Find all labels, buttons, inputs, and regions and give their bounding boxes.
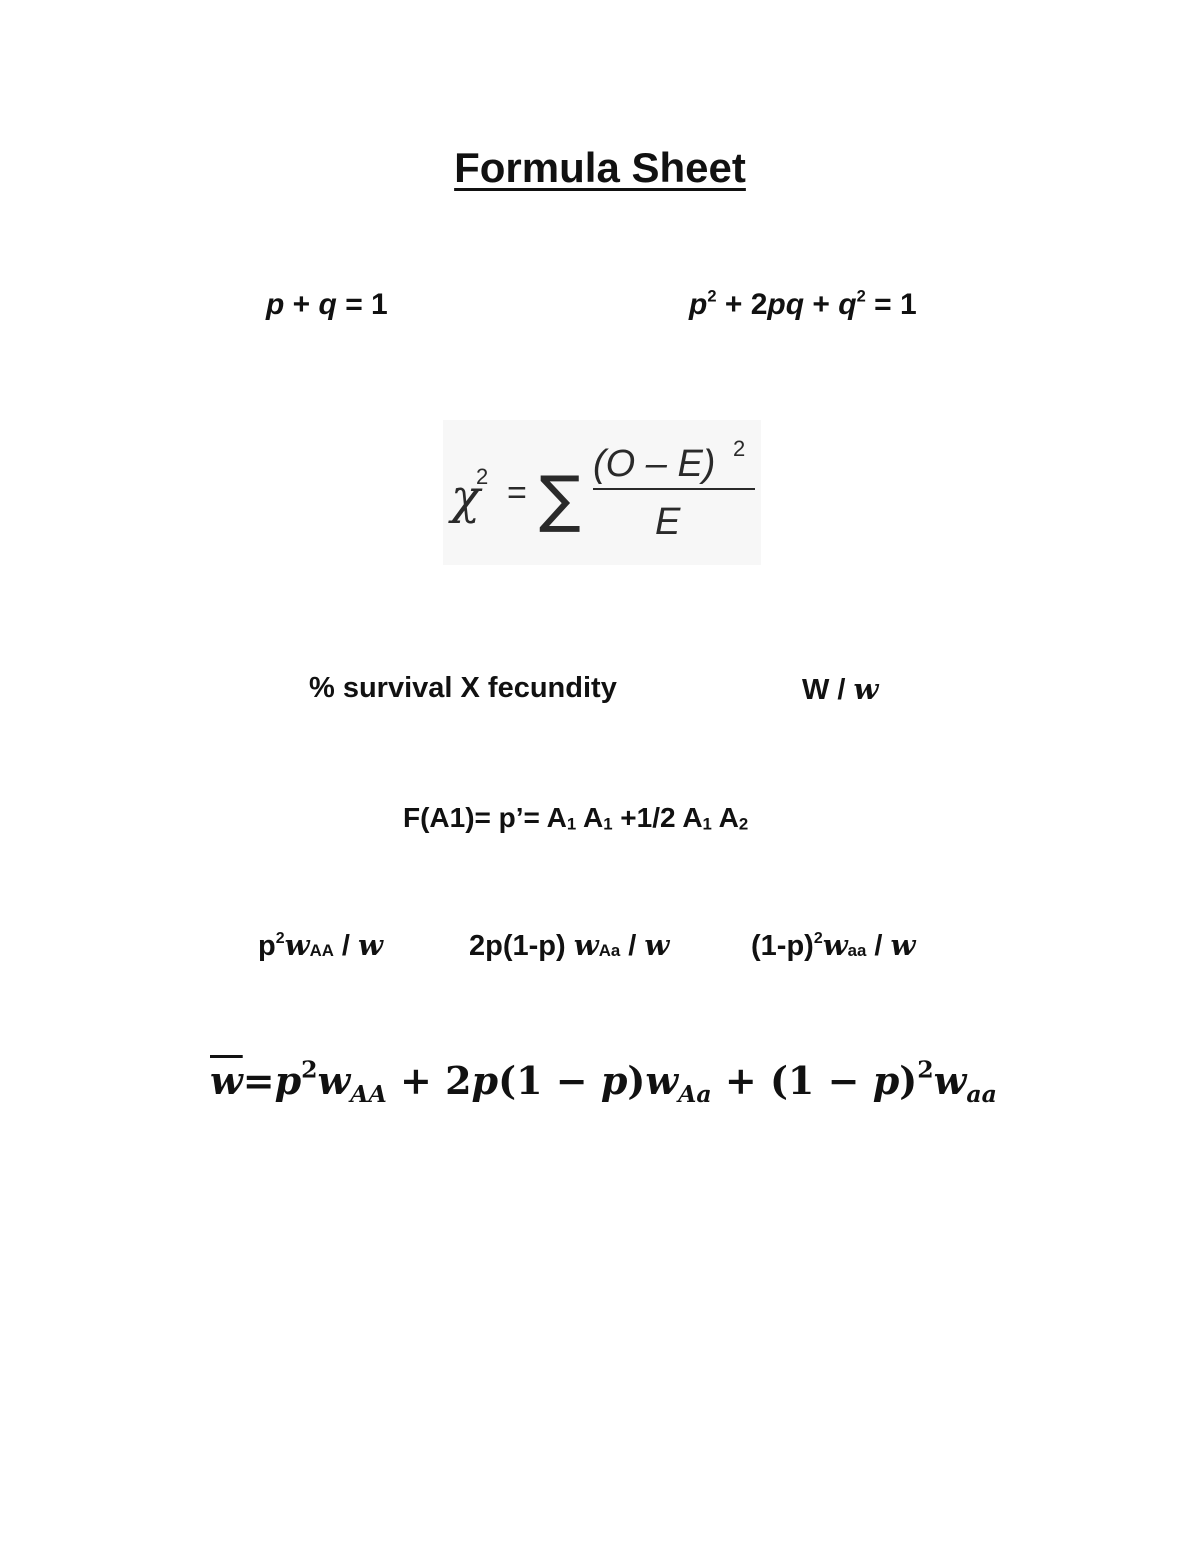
equals-sign: = <box>242 1058 275 1103</box>
relative-fitness <box>802 672 879 707</box>
fitness-symbol: w <box>284 928 310 962</box>
divide-sign: / <box>333 930 359 962</box>
close-paren: ) <box>627 1058 646 1103</box>
subscript: 2 <box>738 814 749 834</box>
chi-exponent: 2 <box>476 464 489 489</box>
genotype-term-heterozygous <box>469 928 669 963</box>
exponent: 2 <box>275 930 285 948</box>
plus-sign: + <box>804 288 839 321</box>
exponent: 2 <box>917 1055 934 1084</box>
fitness-symbol: w <box>822 928 848 962</box>
q-variable: q <box>318 288 337 321</box>
genotype-subscript: Aa <box>678 1080 712 1109</box>
genotype-term-recessive-homozygous <box>751 928 916 963</box>
divide-sign: / <box>620 930 645 962</box>
term-prefix: p <box>258 930 276 962</box>
term-prefix: 2p(1-p) <box>469 930 574 962</box>
summation-icon: ∑ <box>539 462 581 535</box>
plus-sign: + <box>284 288 319 321</box>
mean-fitness-symbol: w <box>644 928 670 962</box>
exponent: 2 <box>301 1055 318 1084</box>
mean-fitness-equation <box>210 1055 997 1109</box>
divide-sign: / <box>866 930 891 962</box>
absolute-fitness: W / <box>802 674 854 706</box>
chi-square-graphic <box>443 420 761 565</box>
subscript: 1 <box>702 814 712 834</box>
page-title: Formula Sheet <box>454 144 746 191</box>
plus-two: + 2 <box>716 288 768 321</box>
fitness-symbol: w <box>645 1058 679 1103</box>
fitness-symbol: w <box>573 928 599 962</box>
fitness-text: % survival X fecundity <box>309 672 617 704</box>
allele-frequency-equation <box>403 802 748 834</box>
allele-sum-equation <box>266 288 388 322</box>
genotype-subscript: Aa <box>598 940 621 960</box>
q-variable: q <box>838 288 857 321</box>
numerator-exponent: 2 <box>733 436 746 461</box>
genotype-subscript: AA <box>309 940 334 960</box>
plus-two: + 2 <box>386 1058 472 1103</box>
exponent: 2 <box>813 930 823 948</box>
plus-open-paren-term: + (1 − <box>711 1058 873 1103</box>
mean-fitness-symbol: w <box>853 672 879 706</box>
half-term: +1/2 A <box>612 802 703 833</box>
exponent: 2 <box>707 287 717 306</box>
fitness-symbol: w <box>317 1058 351 1103</box>
equals-one: = 1 <box>336 288 388 321</box>
mean-fitness-symbol: w <box>890 928 916 962</box>
open-paren-term: (1 − <box>498 1058 601 1103</box>
hardy-weinberg-equation <box>689 288 917 322</box>
numerator: (O – E) <box>593 443 716 485</box>
p-variable: p <box>266 288 285 321</box>
genotype-subscript: aa <box>847 940 867 960</box>
p-variable: p <box>872 1058 900 1103</box>
mean-fitness-symbol: w <box>358 928 383 962</box>
genotype-subscript: AA <box>350 1080 387 1109</box>
genotype-term-aa-homozygous <box>258 928 383 963</box>
allele-symbol: A <box>711 802 739 833</box>
p-variable: p <box>471 1058 499 1103</box>
w-bar-symbol: $\overline{w}$ <box>210 1058 243 1103</box>
chi-square-formula <box>443 420 761 565</box>
close-paren: ) <box>899 1058 918 1103</box>
equals-sign: = <box>507 474 527 512</box>
pq-variable: pq <box>767 288 805 321</box>
term-prefix: (1-p) <box>751 930 814 962</box>
p-variable: p <box>274 1058 302 1103</box>
exponent: 2 <box>856 287 866 306</box>
fitness-symbol: w <box>933 1058 967 1103</box>
allele-freq-prefix: F(A1)= p’= A <box>403 802 567 833</box>
subscript: 1 <box>603 814 613 834</box>
genotype-subscript: aa <box>966 1080 997 1109</box>
fitness-definition <box>309 672 617 705</box>
p-variable: p <box>689 288 708 321</box>
denominator: E <box>655 501 681 543</box>
chi-symbol: χ <box>451 469 481 525</box>
p-variable: p <box>600 1058 628 1103</box>
subscript: 1 <box>566 814 577 834</box>
allele-symbol: A <box>576 802 604 833</box>
equals-one: = 1 <box>865 288 917 321</box>
